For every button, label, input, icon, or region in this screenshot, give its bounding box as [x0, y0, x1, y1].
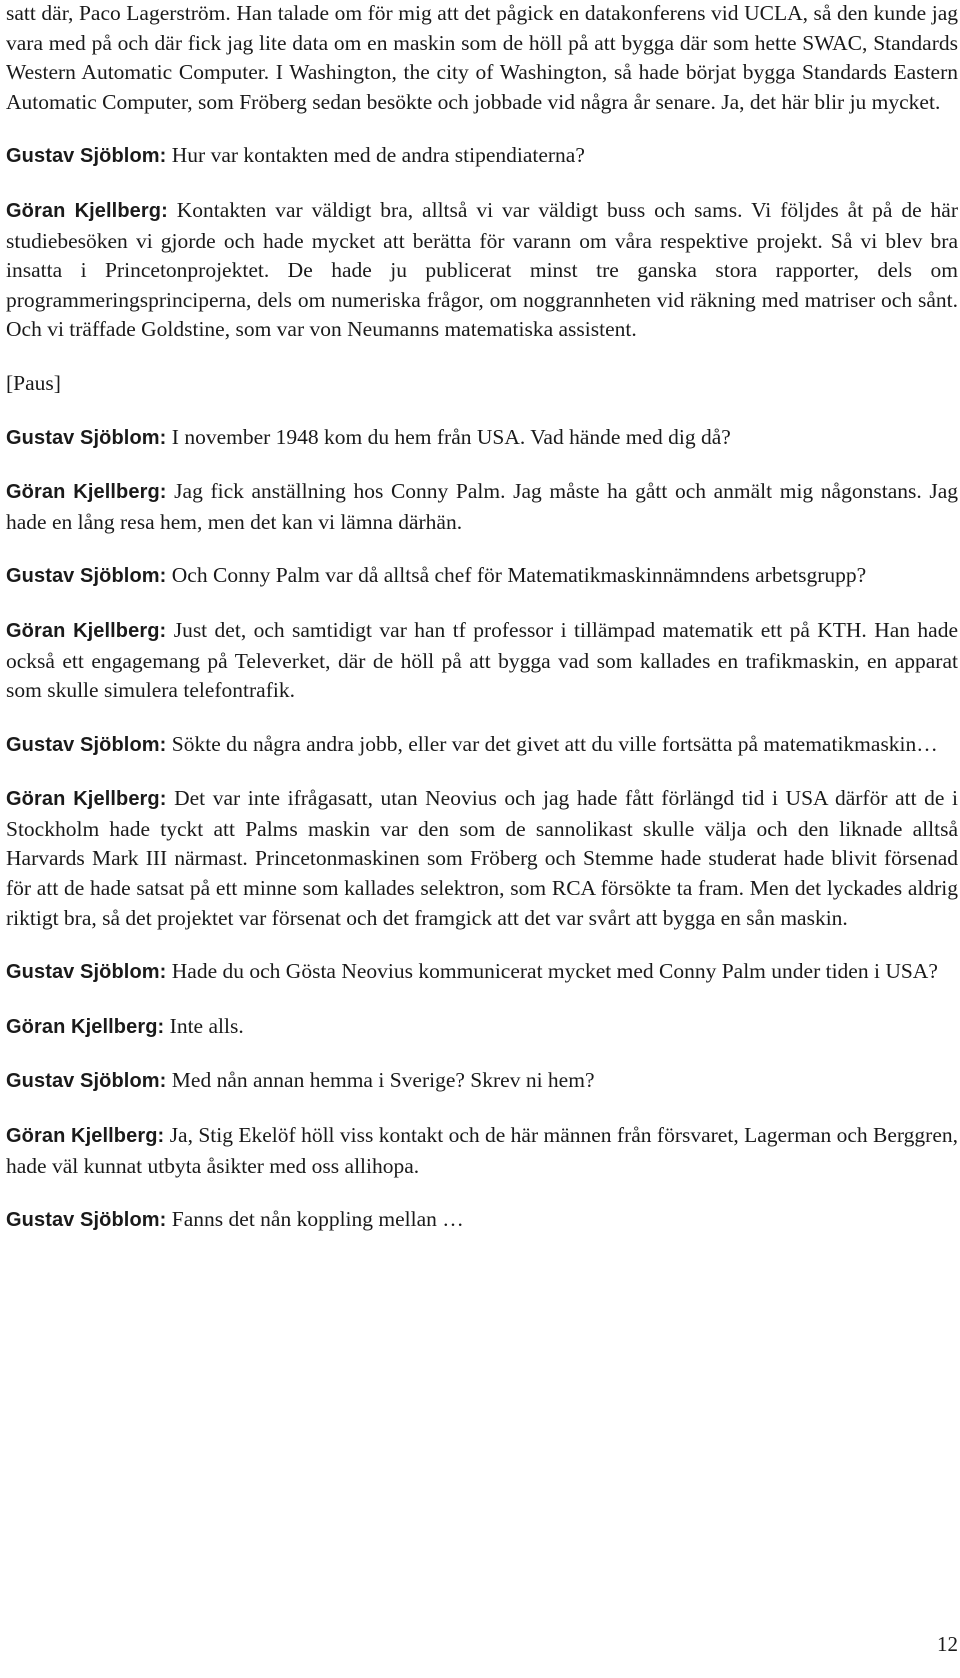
paragraph-question	[6, 730, 958, 761]
paragraph-text: Hur var kontakten med de andra stipendiaterna?	[171, 143, 585, 168]
paragraph-answer	[6, 477, 958, 537]
paragraph-answer	[6, 1121, 958, 1181]
document-page	[6, 0, 958, 1678]
paragraph-intro	[6, 0, 958, 117]
speaker-name: Göran Kjellberg:	[6, 619, 167, 642]
paragraph-gap	[6, 117, 958, 141]
paragraph-gap	[6, 933, 958, 957]
paragraph-gap	[6, 399, 958, 423]
paragraph-text: satt där, Paco Lagerström. Han talade om för mig att det pågick en datakonferens vid UCLA, så den kunde jag vara med på och där fick jag lite data om en maskin som de höll på att bygga där som hette SWAC, Standards Western Automatic Computer. I Washington, the city of Washington, så hade börjat bygga Standards Eastern Automatic Computer, som Fröberg sedan besökte och jobbade vid några år senare. Ja, det här blir ju mycket.	[6, 1, 958, 114]
speaker-name: Gustav Sjöblom:	[6, 1209, 167, 1232]
paragraph-pause	[6, 369, 958, 399]
paragraph-gap	[6, 706, 958, 730]
paragraph-text: Just det, och samtidigt var han tf professor i tillämpad matematik ett på KTH. Han hade också ett engagemang på Televerket, där de höll på att bygga vad som kallades en trafikmaskin, en apparat som skulle simulera telefontrafik.	[6, 617, 958, 703]
speaker-name: Gustav Sjöblom:	[6, 733, 167, 756]
paragraph-text: Jag fick anställning hos Conny Palm. Jag måste ha gått och anmält mig någonstans. Jag hade en lång resa hem, men det kan vi lämna därhän.	[6, 479, 959, 534]
paragraph-question	[6, 1066, 958, 1097]
speaker-name: Göran Kjellberg:	[6, 788, 167, 811]
speaker-name: Gustav Sjöblom:	[6, 426, 167, 449]
paragraph-gap	[6, 988, 958, 1012]
paragraph-question	[6, 957, 958, 988]
paragraph-answer	[6, 1012, 958, 1043]
paragraph-text: Sökte du några andra jobb, eller var det givet att du ville fortsätta på matematikmaskin…	[171, 731, 938, 756]
pause-marker: [Paus]	[6, 370, 61, 395]
paragraph-question	[6, 423, 958, 454]
speaker-name: Göran Kjellberg:	[6, 1015, 165, 1038]
paragraph-gap	[6, 1042, 958, 1066]
paragraph-text: I november 1948 kom du hem från USA. Vad hände med dig då?	[171, 424, 731, 449]
paragraph-answer	[6, 196, 958, 345]
paragraph-text: Och Conny Palm var då alltså chef för Matematikmaskinnämndens arbetsgrupp?	[171, 563, 867, 588]
paragraph-answer	[6, 784, 958, 933]
paragraph-gap	[6, 453, 958, 477]
speaker-name: Gustav Sjöblom:	[6, 1070, 167, 1093]
paragraph-text: Fanns det nån koppling mellan …	[171, 1207, 464, 1232]
paragraph-text: Kontakten var väldigt bra, alltså vi var väldigt buss och sams. Vi följdes åt på de här studiebesöken vi gjorde och hade mycket att berätta för varann om våra respektive projekt. Så vi blev bra insatta i Princetonprojektet. De hade ju publicerat minst tre ganska stora rapporter, dels om programmeringsprinciperna, dels om numeriska frågor, om noggrannheten vid räkning med matriser och sånt. Och vi träffade Goldstine, som var von Neumanns matematiska assistent.	[6, 197, 958, 342]
paragraph-gap	[6, 1097, 958, 1121]
page-number: 12	[937, 1632, 958, 1656]
paragraph-gap	[6, 760, 958, 784]
paragraph-text: Inte alls.	[169, 1013, 244, 1038]
paragraph-text: Med nån annan hemma i Sverige? Skrev ni hem?	[171, 1068, 595, 1093]
paragraph-text: Det var inte ifrågasatt, utan Neovius och jag hade fått förlängd tid i USA därför att de i Stockholm hade tyckt att Palms maskin var den som de sannolikast skulle välja och den liknade alltså Harvards Mark III närmast. Princetonmaskinen som Fröberg och Stemme hade studerat hade blivit försenad för att de hade satsat på ett minne som kallades selektron, som RCA försökte ta fram. Men det lyckades aldrig riktigt bra, så det projektet var försenat och det framgick att det var svårt att bygga en sån maskin.	[6, 786, 959, 930]
paragraph-question	[6, 141, 958, 172]
paragraph-answer	[6, 616, 958, 706]
paragraph-gap	[6, 345, 958, 369]
speaker-name: Göran Kjellberg:	[6, 481, 167, 504]
speaker-name: Göran Kjellberg:	[6, 1125, 165, 1148]
paragraph-text: Ja, Stig Ekelöf höll viss kontakt och de här männen från försvaret, Lagerman och Berggren, hade väl kunnat utbyta åsikter med oss allihopa.	[6, 1123, 958, 1178]
speaker-name: Gustav Sjöblom:	[6, 145, 167, 168]
speaker-name: Gustav Sjöblom:	[6, 961, 167, 984]
paragraph-text: Hade du och Gösta Neovius kommunicerat mycket med Conny Palm under tiden i USA?	[171, 959, 938, 984]
paragraph-gap	[6, 592, 958, 616]
paragraph-question	[6, 1205, 958, 1236]
paragraph-question	[6, 561, 958, 592]
paragraph-gap	[6, 537, 958, 561]
paragraph-gap	[6, 1181, 958, 1205]
speaker-name: Gustav Sjöblom:	[6, 565, 167, 588]
paragraph-gap	[6, 172, 958, 196]
speaker-name: Göran Kjellberg:	[6, 199, 168, 222]
